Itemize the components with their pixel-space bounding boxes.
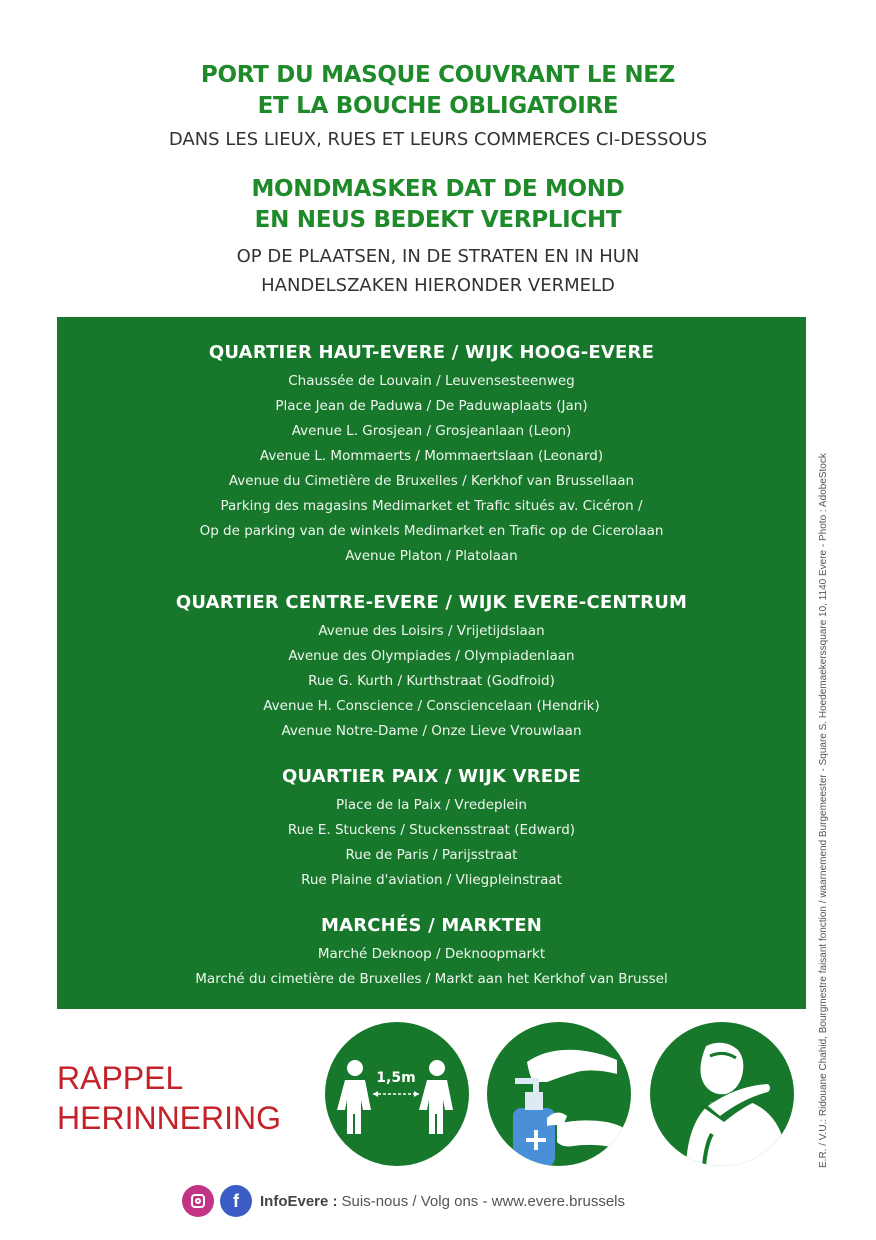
street-list-panel (57, 317, 806, 1009)
section-title: QUARTIER CENTRE-EVERE / WIJK EVERE-CENTRUM (175, 592, 688, 613)
street-line: Avenue Notre-Dame / Onze Lieve Vrouwlaan (281, 723, 582, 739)
street-line: Rue E. Stuckens / Stuckensstraat (Edward) (287, 822, 576, 838)
street-line: Marché Deknoop / Deknoopmarkt (317, 946, 546, 962)
footer-brand: InfoEvere : (260, 1192, 338, 1210)
french-title-line-1: PORT DU MASQUE COUVRANT LE NEZ (200, 62, 676, 88)
section-title: MARCHÉS / MARKTEN (320, 915, 543, 936)
street-line: Avenue des Olympiades / Olympiadenlaan (288, 648, 575, 664)
dutch-subtitle (0, 242, 876, 300)
section-marches (57, 914, 806, 992)
social-distance-icon (325, 1022, 469, 1166)
street-line: Avenue Platon / Platolaan (345, 548, 518, 564)
french-title (0, 60, 876, 122)
dutch-title (0, 174, 876, 236)
dutch-subtitle-line-1: OP DE PLAATSEN, IN DE STRATEN EN IN HUN (236, 246, 640, 267)
reminder-line-1: RAPPEL (57, 1060, 184, 1096)
french-title-line-2: ET LA BOUCHE OBLIGATOIRE (257, 93, 619, 119)
dutch-title-line-2: EN NEUS BEDEKT VERPLICHT (254, 207, 622, 233)
street-line: Rue Plaine d'aviation / Vliegpleinstraat (301, 872, 562, 888)
facebook-icon[interactable]: f (220, 1185, 252, 1217)
street-line: Rue G. Kurth / Kurthstraat (Godfroid) (308, 673, 555, 689)
hand-sanitizer-icon (487, 1022, 631, 1166)
street-line: Chaussée de Louvain / Leuvensesteenweg (288, 373, 575, 389)
section-haut-evere (57, 341, 806, 569)
section-paix (57, 765, 806, 893)
distance-label: 1,5m (376, 1070, 416, 1086)
street-line: Avenue des Loisirs / Vrijetijdslaan (318, 623, 545, 639)
instagram-icon[interactable] (182, 1185, 214, 1217)
street-line: Parking des magasins Medimarket et Trafic situés av. Cicéron / (220, 498, 643, 514)
social-footer (182, 1185, 625, 1217)
street-line: Marché du cimetière de Bruxelles / Markt aan het Kerkhof van Brussel (195, 971, 668, 987)
street-line: Place de la Paix / Vredeplein (336, 797, 527, 813)
street-line: Rue de Paris / Parijsstraat (345, 847, 518, 863)
dutch-title-line-1: MONDMASKER DAT DE MOND (251, 176, 625, 202)
footer-link-text[interactable]: Suis-nous / Volg ons - www.evere.brussels (341, 1192, 625, 1210)
street-line: Op de parking van de winkels Medimarket en Trafic op de Cicerolaan (199, 523, 664, 539)
street-line: Place Jean de Paduwa / De Paduwaplaats (Jan) (275, 398, 588, 414)
french-subtitle: DANS LES LIEUX, RUES ET LEURS COMMERCES CI-DESSOUS (168, 129, 708, 150)
cough-into-elbow-icon (650, 1022, 794, 1166)
dutch-subtitle-line-2: HANDELSZAKEN HIERONDER VERMELD (261, 275, 615, 296)
street-line: Avenue L. Mommaerts / Mommaertslaan (Leonard) (259, 448, 604, 464)
street-line: Avenue du Cimetière de Bruxelles / Kerkhof van Brussellaan (228, 473, 635, 489)
section-title: QUARTIER PAIX / WIJK VREDE (282, 766, 581, 787)
reminder-line-2: HERINNERING (57, 1100, 282, 1136)
section-centre-evere (57, 591, 806, 744)
street-line: Avenue H. Conscience / Consciencelaan (Hendrik) (263, 698, 600, 714)
section-title: QUARTIER HAUT-EVERE / WIJK HOOG-EVERE (208, 342, 655, 363)
street-line: Avenue L. Grosjean / Grosjeanlaan (Leon) (291, 423, 572, 439)
reminder-heading (57, 1058, 281, 1138)
publisher-note: E.R. / V.U.: Ridouane Chahid, Bourgmestre faisant fonction / waarnemend Burgemeester - Square S. Hoedemaekerssquare 10, 1140 Evere - Photo : AdobeStock (818, 453, 829, 1168)
